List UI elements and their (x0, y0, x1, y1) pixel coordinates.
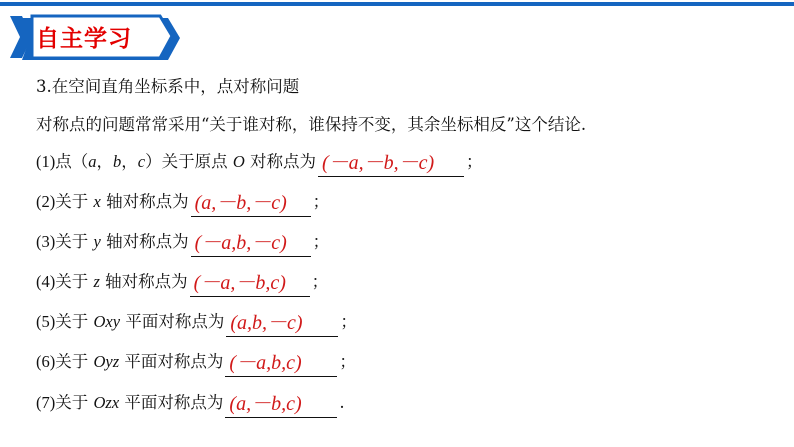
item-suffix: 平面对称点为 (119, 393, 224, 412)
list-item-2 (36, 187, 329, 217)
list-item-6 (36, 347, 356, 377)
item-middle: ）关于原点 (145, 152, 233, 171)
answer-text: (－a,b,－c) (194, 232, 287, 254)
answer-blank (318, 152, 464, 177)
separator: ， (96, 152, 113, 171)
list-item-3 (36, 227, 329, 257)
item-number: (7) (36, 393, 56, 412)
separator: ， (121, 152, 138, 171)
item-prefix: 关于 (55, 393, 94, 412)
answer-text: (a,－b,c) (229, 393, 302, 415)
header-top-line (0, 2, 794, 6)
item-suffix: 平面对称点为 (120, 312, 225, 331)
item-reference: Oxy (93, 312, 121, 331)
answer-blank (191, 192, 311, 217)
item-number: (4) (36, 272, 56, 291)
item-reference: Ozx (93, 393, 120, 412)
var-a: a (88, 152, 97, 171)
item-number: (3) (36, 232, 56, 251)
item-end: ； (339, 352, 356, 371)
list-item-7 (36, 388, 345, 418)
var-c: c (137, 152, 146, 171)
var-b: b (113, 152, 122, 171)
item-reference: O (232, 152, 245, 171)
item-number: (5) (36, 312, 56, 331)
item-prefix: 关于 (55, 352, 94, 371)
item-end: ； (312, 192, 330, 211)
answer-blank (226, 312, 338, 337)
item-reference: Oyz (93, 352, 120, 371)
answer-blank (191, 232, 311, 257)
item-end: . (339, 393, 345, 412)
item-end: ； (311, 272, 329, 291)
intro-text: 对称点的问题常常采用“关于谁对称，谁保持不变，其余坐标相反”这个结论. (36, 115, 587, 134)
item-prefix: 关于 (55, 232, 94, 251)
item-prefix: 关于 (55, 192, 94, 211)
answer-blank (225, 393, 337, 418)
answer-blank (190, 272, 310, 297)
item-suffix: 轴对称点为 (100, 232, 189, 251)
answer-blank (225, 352, 337, 377)
item-end: ； (466, 152, 483, 171)
list-item-4 (36, 267, 328, 297)
item-reference: x (93, 192, 101, 211)
item-number: (1) (36, 152, 56, 171)
header-title: 自主学习 (36, 26, 132, 52)
item-prefix: 关于 (55, 272, 94, 291)
item-suffix: 平面对称点为 (119, 352, 224, 371)
answer-text: (－a,－b,－c) (322, 152, 435, 174)
item-number: (2) (36, 192, 56, 211)
item-prefix: 点（ (55, 152, 89, 171)
answer-text: (a,－b,－c) (194, 192, 287, 214)
answer-text: (－a,b,c) (229, 352, 302, 374)
item-number: (6) (36, 352, 56, 371)
section-title: 3.在空间直角坐标系中，点对称问题 (36, 77, 300, 96)
list-item-5 (36, 307, 357, 337)
item-suffix: 对称点为 (244, 152, 316, 171)
list-item-1 (36, 147, 483, 177)
item-reference: y (93, 232, 101, 251)
item-end: ； (340, 312, 357, 331)
item-end: ； (312, 232, 330, 251)
item-suffix: 轴对称点为 (100, 192, 189, 211)
answer-text: (a,b,－c) (230, 312, 303, 334)
item-suffix: 轴对称点为 (99, 272, 188, 291)
answer-text: (－a,－b,c) (193, 272, 286, 294)
item-reference: z (93, 272, 100, 291)
item-prefix: 关于 (55, 312, 94, 331)
